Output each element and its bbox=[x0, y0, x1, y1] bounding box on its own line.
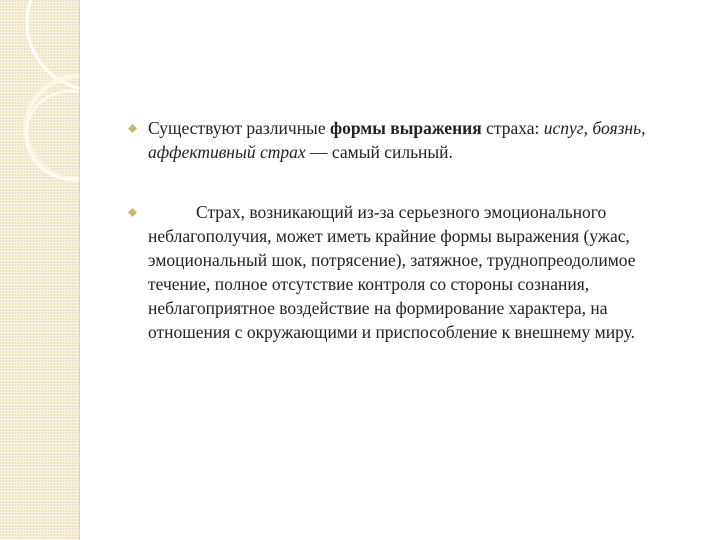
decorative-side-band bbox=[0, 0, 80, 540]
text-segment: Существуют различные bbox=[148, 118, 330, 138]
italic-terms: испуг, боязнь, аффективный страх bbox=[148, 118, 646, 162]
diamond-bullet-icon bbox=[128, 208, 137, 217]
bold-term: формы выражения bbox=[329, 118, 482, 138]
side-band-edge bbox=[79, 0, 80, 540]
bullet-text bbox=[148, 116, 688, 164]
bullet-text bbox=[148, 200, 688, 344]
bullet-item bbox=[128, 116, 688, 164]
decorative-circles bbox=[0, 0, 80, 540]
slide-content bbox=[128, 116, 688, 380]
text-segment: — самый сильный. bbox=[305, 142, 453, 162]
text-segment: страха: bbox=[481, 118, 544, 138]
diamond-bullet-icon bbox=[128, 124, 137, 133]
text-segment: Страх, возникающий из-за серьезного эмоционального неблагополучия, может иметь крайние формы выражения (ужас, эмоциональный шок, потрясение), затяжное, труднопреодолимое течение, полное отсутствие контроля со стороны сознания, неблагоприятное воздействие на формирование характера, на отношения с окружающими и приспособление к внешнему миру. bbox=[148, 202, 636, 342]
bullet-item bbox=[128, 200, 688, 344]
